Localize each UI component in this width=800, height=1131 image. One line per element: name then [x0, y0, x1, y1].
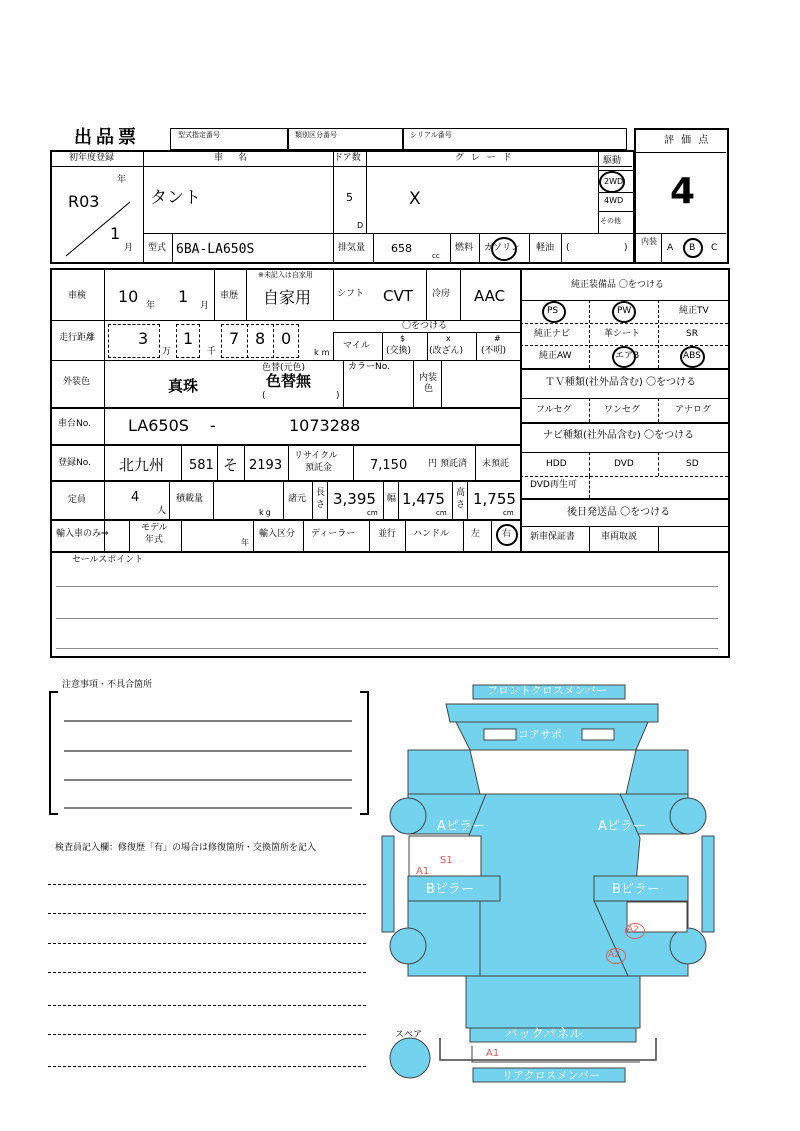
plate-region: 北九州: [119, 456, 165, 474]
interior-b: B: [689, 243, 696, 253]
inspector-label: 検査員記入欄：修復歴「有」の場合は修復箇所・交換箇所を記入: [55, 843, 317, 853]
plate-number: 2193: [249, 458, 283, 473]
length-value: 3,395: [333, 490, 376, 508]
mileage-unit-man: 万: [162, 347, 172, 357]
first-reg-label: 初年度登録: [69, 153, 115, 163]
fuel-light-oil: 軽油: [536, 243, 555, 253]
tamper-label: (改ざん): [429, 346, 464, 356]
doors-suffix: D: [357, 221, 364, 230]
mileage-digit-1: 3: [138, 329, 149, 348]
capacity-value: 4: [131, 490, 140, 505]
ac-label: 冷房: [432, 289, 451, 299]
recycle-label-2: 預託金: [305, 463, 333, 473]
later-item-manual: 車両取説: [601, 532, 638, 542]
model-year-label-1: モデル: [141, 523, 168, 533]
chassis-number: 1073288: [289, 416, 361, 435]
spare-label: スペア: [395, 1030, 423, 1040]
drive-other: その他: [600, 217, 621, 225]
fuel-label: 燃料: [455, 243, 474, 253]
mileage-label: 走行距離: [59, 333, 96, 343]
front-cross-label: フロントクロスメンバー: [487, 684, 608, 697]
handle-left: 左: [471, 529, 481, 539]
equipment-item-abs: ABS: [683, 351, 701, 361]
doors-value: 5: [346, 191, 353, 204]
interior-color-label-1: 内装: [419, 373, 438, 383]
recycle-paid: 預託済: [440, 459, 468, 469]
drive-2wd-circle: [599, 171, 625, 193]
serial-label: シリアル番号: [410, 131, 452, 139]
displacement-value: 658: [391, 242, 412, 255]
equipment-item-ps: PS: [547, 306, 559, 316]
drive-label: 駆動: [603, 156, 622, 166]
drive-4wd: 4WD: [604, 196, 624, 205]
mileage-unit-sen: 千: [207, 347, 217, 357]
chassis-model: LA650S: [128, 416, 189, 435]
equipment-item-pw: PW: [617, 306, 632, 316]
fuel-gasoline-circle: [491, 237, 517, 261]
interior-a: A: [667, 243, 674, 253]
capacity-unit: 人: [157, 506, 167, 516]
model-type-value: 6BA-LA650S: [176, 242, 255, 257]
category-box: [288, 128, 403, 150]
history-note: ※未記入は自家用: [258, 271, 313, 279]
interior-c: C: [711, 243, 718, 253]
import-type-label: 輸入区分: [259, 529, 296, 539]
equipment-item-sr: SR: [686, 329, 698, 339]
parallel-label: 並行: [378, 529, 397, 539]
interior-b-circle: [683, 238, 703, 258]
mileage-digit-2: 1: [183, 329, 194, 348]
repaint-label: 色替(元色): [262, 363, 306, 373]
mark-a1-rear: A1: [486, 1048, 500, 1059]
equipment-airbag-circle: [612, 346, 636, 368]
shift-label: シフト: [337, 289, 365, 299]
interior-color-label-2: 色: [424, 384, 434, 394]
page-title: 出品票: [74, 127, 140, 148]
rear-cross-label: リアクロスメンバー: [502, 1069, 600, 1082]
ac-value: AAC: [474, 287, 506, 305]
dim-label: 諸元: [288, 494, 307, 504]
model-designation-label: 型式指定番号: [178, 131, 220, 139]
inspection-year: 10: [118, 287, 139, 306]
a-pillar-right-label: Aピラー: [598, 819, 646, 834]
chassis-label: 車台No.: [58, 419, 91, 429]
exchange-label: (交換): [386, 346, 412, 356]
serial-box: [403, 128, 627, 150]
back-panel-label: バックパネル: [505, 1027, 583, 1042]
exterior-color-label: 外装色: [63, 377, 91, 387]
plate-label: 登録No.: [58, 458, 91, 468]
height-label-1: 高: [456, 488, 466, 498]
drive-2wd: 2WD: [604, 177, 624, 186]
equipment-item-aw: 純正AW: [539, 351, 572, 361]
displacement-unit: cc: [432, 252, 440, 260]
mark-a2-lower: A2: [608, 950, 620, 960]
caution-label: 注意事項・不具合箇所: [62, 680, 153, 690]
a-pillar-left-label: Aピラー: [437, 819, 485, 834]
core-support-label: コアサポ: [518, 728, 562, 741]
model-designation-box: [170, 128, 288, 150]
history-value: 自家用: [263, 288, 312, 307]
sales-point-label: セールスポイント: [72, 555, 144, 565]
mileage-digit-4: 8: [255, 329, 266, 348]
equipment-item-tv: 純正TV: [679, 306, 709, 316]
rating-label: 評 価 点: [664, 135, 711, 146]
grade-value: X: [409, 189, 421, 209]
interior-label: 内装: [641, 237, 657, 246]
inspection-year-unit: 年: [146, 301, 156, 311]
mile-label: マイル: [343, 341, 370, 351]
mark-a1-left: A1: [416, 866, 430, 877]
equipment-item-leather: 革シート: [604, 329, 641, 339]
length-unit: cm: [367, 509, 378, 517]
b-pillar-right-label: Bピラー: [612, 882, 660, 897]
tv-title: ＴＶ種類(社外品含む) 〇をつける: [545, 377, 696, 388]
height-value: 1,755: [473, 490, 516, 508]
equipment-abs-circle: [680, 346, 705, 368]
navi-extra: DVD再生可: [530, 480, 577, 490]
grade-label: グ レ ー ド: [455, 153, 514, 163]
repaint-value: 色替無: [266, 372, 312, 390]
shift-value: CVT: [383, 287, 413, 305]
fuel-paren-close: ): [624, 243, 628, 253]
equipment-item-airbag: エアB: [615, 351, 640, 361]
navi-item-dvd: DVD: [614, 459, 634, 469]
load-label: 積載量: [176, 494, 204, 504]
navi-item-hdd: HDD: [546, 459, 567, 469]
inspection-month: 1: [178, 287, 189, 306]
chassis-dash: -: [210, 416, 216, 435]
navi-title: ナビ種類(社外品含む) 〇をつける: [543, 430, 694, 441]
mark-a2-right: A2: [627, 925, 639, 935]
equipment-title: 純正装備品 〇をつける: [571, 280, 664, 290]
width-label: 幅: [387, 494, 397, 504]
tv-item-analog: アナログ: [675, 405, 712, 415]
inspection-month-unit: 月: [200, 301, 210, 311]
navi-item-sd: SD: [686, 459, 699, 469]
doors-label: ドア数: [334, 153, 361, 163]
plate-class: 581: [189, 458, 214, 473]
b-pillar-left-label: Bピラー: [426, 882, 474, 897]
tv-item-oneseg: ワンセグ: [604, 405, 641, 415]
car-name-label: 車 名: [214, 153, 253, 163]
displacement-label: 排気量: [338, 243, 366, 253]
handle-right-circle: [496, 524, 518, 546]
tv-item-fullseg: フルセグ: [536, 405, 572, 415]
length-label-2: さ: [316, 500, 326, 510]
history-label: 車歴: [220, 291, 239, 301]
handle-label: ハンドル: [413, 529, 450, 539]
model-year-unit: 年: [241, 538, 249, 547]
later-item-warranty: 新車保証書: [530, 532, 576, 542]
category-label: 類別区分番号: [295, 131, 337, 139]
width-value: 1,475: [402, 490, 445, 508]
height-label-2: さ: [456, 500, 466, 510]
import-label: 輸入車のみ⇒: [56, 529, 109, 539]
mark-circle-label: 〇をつける: [402, 321, 448, 331]
mileage-box-1: [108, 324, 160, 358]
first-reg-year: R03: [68, 192, 100, 211]
length-label-1: 長: [316, 488, 326, 498]
recycle-value: 7,150: [370, 458, 408, 473]
car-name-value: タント: [150, 188, 201, 208]
fuel-paren-open: (: [566, 243, 570, 253]
unknown-label: (不明): [481, 346, 507, 356]
mileage-km: km: [314, 348, 333, 357]
recycle-label-1: リサイクル: [294, 451, 338, 461]
recycle-unit: 円: [428, 459, 438, 469]
plate-kana: そ: [223, 456, 239, 474]
rating-value: 4: [670, 171, 696, 212]
fuel-gasoline: ガソリン: [484, 243, 521, 253]
later-title: 後日発送品 〇をつける: [567, 507, 671, 518]
model-type-label: 型式: [148, 243, 167, 253]
load-unit: kg: [259, 508, 273, 517]
inspection-label: 車検: [68, 291, 87, 301]
handle-right: 右: [502, 529, 512, 539]
mileage-digit-5: 0: [281, 329, 292, 348]
width-unit: cm: [436, 509, 447, 517]
model-year-label-2: 年式: [145, 535, 164, 545]
repaint-paren-close: ): [336, 391, 340, 401]
recycle-unpaid: 未預託: [482, 459, 510, 469]
height-unit: cm: [503, 509, 514, 517]
repaint-paren-open: (: [262, 391, 266, 401]
mark-s1: S1: [440, 855, 453, 866]
equipment-ps-circle: [542, 301, 566, 323]
first-reg-month-unit: 月: [124, 243, 134, 253]
mileage-digit-3: 7: [229, 329, 240, 348]
dealer-label: ディーラー: [311, 529, 356, 539]
capacity-label: 定員: [68, 495, 87, 505]
caution-bracket: [46, 684, 372, 822]
equipment-item-navi: 純正ナビ: [534, 329, 571, 339]
first-reg-month: 1: [110, 224, 121, 243]
equipment-pw-circle: [612, 301, 636, 323]
first-reg-year-unit: 年: [117, 175, 127, 185]
exterior-color-value: 真珠: [168, 377, 199, 395]
color-no-label: カラーNo.: [348, 362, 390, 372]
